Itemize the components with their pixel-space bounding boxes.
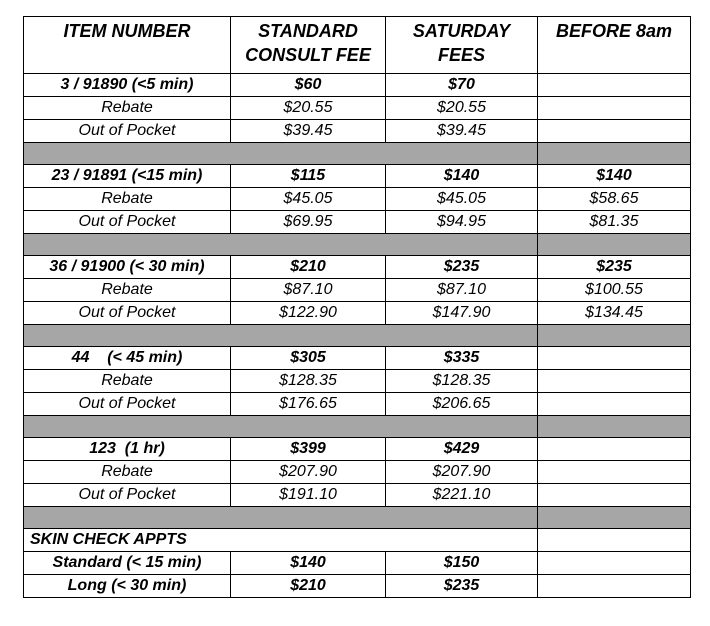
- rebate-label: Rebate: [24, 279, 231, 302]
- out-of-pocket-label: Out of Pocket: [24, 393, 231, 416]
- saturday-rebate: $20.55: [386, 97, 538, 120]
- saturday-rebate: $207.90: [386, 461, 538, 484]
- empty-cell: [538, 529, 691, 552]
- item-label: 3 / 91890 (<5 min): [24, 74, 231, 97]
- separator-cell: [538, 234, 691, 256]
- skin-check-title-row: [24, 529, 691, 552]
- standard-rebate: $87.10: [231, 279, 386, 302]
- out-of-pocket-label: Out of Pocket: [24, 120, 231, 143]
- before-8am-out-of-pocket: [538, 393, 691, 416]
- skin-long-fee: $210: [231, 575, 386, 598]
- skin-standard-before-8am-fee: [538, 552, 691, 575]
- standard-fee: $210: [231, 256, 386, 279]
- before-8am-fee: [538, 438, 691, 461]
- saturday-out-of-pocket: $147.90: [386, 302, 538, 325]
- rebate-label: Rebate: [24, 461, 231, 484]
- before-8am-fee: [538, 347, 691, 370]
- skin-standard-saturday-fee: $150: [386, 552, 538, 575]
- skin-standard-fee: $140: [231, 552, 386, 575]
- standard-fee: $60: [231, 74, 386, 97]
- standard-fee: $305: [231, 347, 386, 370]
- out-of-pocket-row: [24, 302, 691, 325]
- separator-cell: [24, 325, 538, 347]
- separator-cell: [538, 416, 691, 438]
- header-row: [24, 17, 691, 74]
- item-label: 23 / 91891 (<15 min): [24, 165, 231, 188]
- skin-check-standard-row: [24, 552, 691, 575]
- separator-cell: [24, 507, 538, 529]
- before-8am-rebate: [538, 97, 691, 120]
- out-of-pocket-row: [24, 484, 691, 507]
- header-before-8am: BEFORE 8am: [538, 17, 691, 74]
- saturday-rebate: $45.05: [386, 188, 538, 211]
- out-of-pocket-label: Out of Pocket: [24, 484, 231, 507]
- saturday-fee: $429: [386, 438, 538, 461]
- separator-cell: [538, 143, 691, 165]
- rebate-row: [24, 279, 691, 302]
- separator-row: [24, 325, 691, 347]
- separator-cell: [24, 416, 538, 438]
- before-8am-out-of-pocket: $81.35: [538, 211, 691, 234]
- standard-out-of-pocket: $39.45: [231, 120, 386, 143]
- skin-long-before-8am-fee: [538, 575, 691, 598]
- out-of-pocket-row: [24, 211, 691, 234]
- out-of-pocket-label: Out of Pocket: [24, 211, 231, 234]
- out-of-pocket-row: [24, 120, 691, 143]
- standard-out-of-pocket: $191.10: [231, 484, 386, 507]
- skin-check-long-row: [24, 575, 691, 598]
- fee-row: [24, 74, 691, 97]
- skin-long-label: Long (< 30 min): [24, 575, 231, 598]
- fee-row: [24, 438, 691, 461]
- saturday-fee: $235: [386, 256, 538, 279]
- standard-rebate: $45.05: [231, 188, 386, 211]
- saturday-fee: $70: [386, 74, 538, 97]
- separator-row: [24, 416, 691, 438]
- fee-table: [23, 16, 691, 598]
- saturday-rebate: $87.10: [386, 279, 538, 302]
- out-of-pocket-row: [24, 393, 691, 416]
- separator-row: [24, 507, 691, 529]
- header-item-number: ITEM NUMBER: [24, 17, 231, 74]
- saturday-out-of-pocket: $39.45: [386, 120, 538, 143]
- saturday-fee: $335: [386, 347, 538, 370]
- rebate-label: Rebate: [24, 370, 231, 393]
- rebate-row: [24, 188, 691, 211]
- skin-long-saturday-fee: $235: [386, 575, 538, 598]
- saturday-out-of-pocket: $94.95: [386, 211, 538, 234]
- header-standard-consult-fee: STANDARD CONSULT FEE: [231, 17, 386, 74]
- saturday-rebate: $128.35: [386, 370, 538, 393]
- separator-row: [24, 234, 691, 256]
- rebate-row: [24, 370, 691, 393]
- separator-cell: [24, 234, 538, 256]
- before-8am-out-of-pocket: $134.45: [538, 302, 691, 325]
- fee-row: [24, 256, 691, 279]
- separator-row: [24, 143, 691, 165]
- standard-fee: $399: [231, 438, 386, 461]
- rebate-row: [24, 461, 691, 484]
- fee-row: [24, 347, 691, 370]
- item-label: 36 / 91900 (< 30 min): [24, 256, 231, 279]
- standard-out-of-pocket: $122.90: [231, 302, 386, 325]
- before-8am-out-of-pocket: [538, 120, 691, 143]
- standard-out-of-pocket: $69.95: [231, 211, 386, 234]
- skin-check-title: SKIN CHECK APPTS: [24, 529, 538, 552]
- saturday-fee: $140: [386, 165, 538, 188]
- standard-out-of-pocket: $176.65: [231, 393, 386, 416]
- before-8am-rebate: $58.65: [538, 188, 691, 211]
- separator-cell: [538, 325, 691, 347]
- before-8am-rebate: [538, 461, 691, 484]
- standard-fee: $115: [231, 165, 386, 188]
- rebate-label: Rebate: [24, 97, 231, 120]
- item-label: 44 (< 45 min): [24, 347, 231, 370]
- fee-schedule: [23, 16, 691, 598]
- separator-cell: [24, 143, 538, 165]
- separator-cell: [538, 507, 691, 529]
- standard-rebate: $207.90: [231, 461, 386, 484]
- rebate-row: [24, 97, 691, 120]
- header-saturday-fees: SATURDAY FEES: [386, 17, 538, 74]
- fee-row: [24, 165, 691, 188]
- before-8am-out-of-pocket: [538, 484, 691, 507]
- rebate-label: Rebate: [24, 188, 231, 211]
- item-label: 123 (1 hr): [24, 438, 231, 461]
- out-of-pocket-label: Out of Pocket: [24, 302, 231, 325]
- before-8am-fee: $140: [538, 165, 691, 188]
- standard-rebate: $20.55: [231, 97, 386, 120]
- before-8am-rebate: $100.55: [538, 279, 691, 302]
- before-8am-rebate: [538, 370, 691, 393]
- before-8am-fee: $235: [538, 256, 691, 279]
- saturday-out-of-pocket: $221.10: [386, 484, 538, 507]
- saturday-out-of-pocket: $206.65: [386, 393, 538, 416]
- skin-standard-label: Standard (< 15 min): [24, 552, 231, 575]
- standard-rebate: $128.35: [231, 370, 386, 393]
- before-8am-fee: [538, 74, 691, 97]
